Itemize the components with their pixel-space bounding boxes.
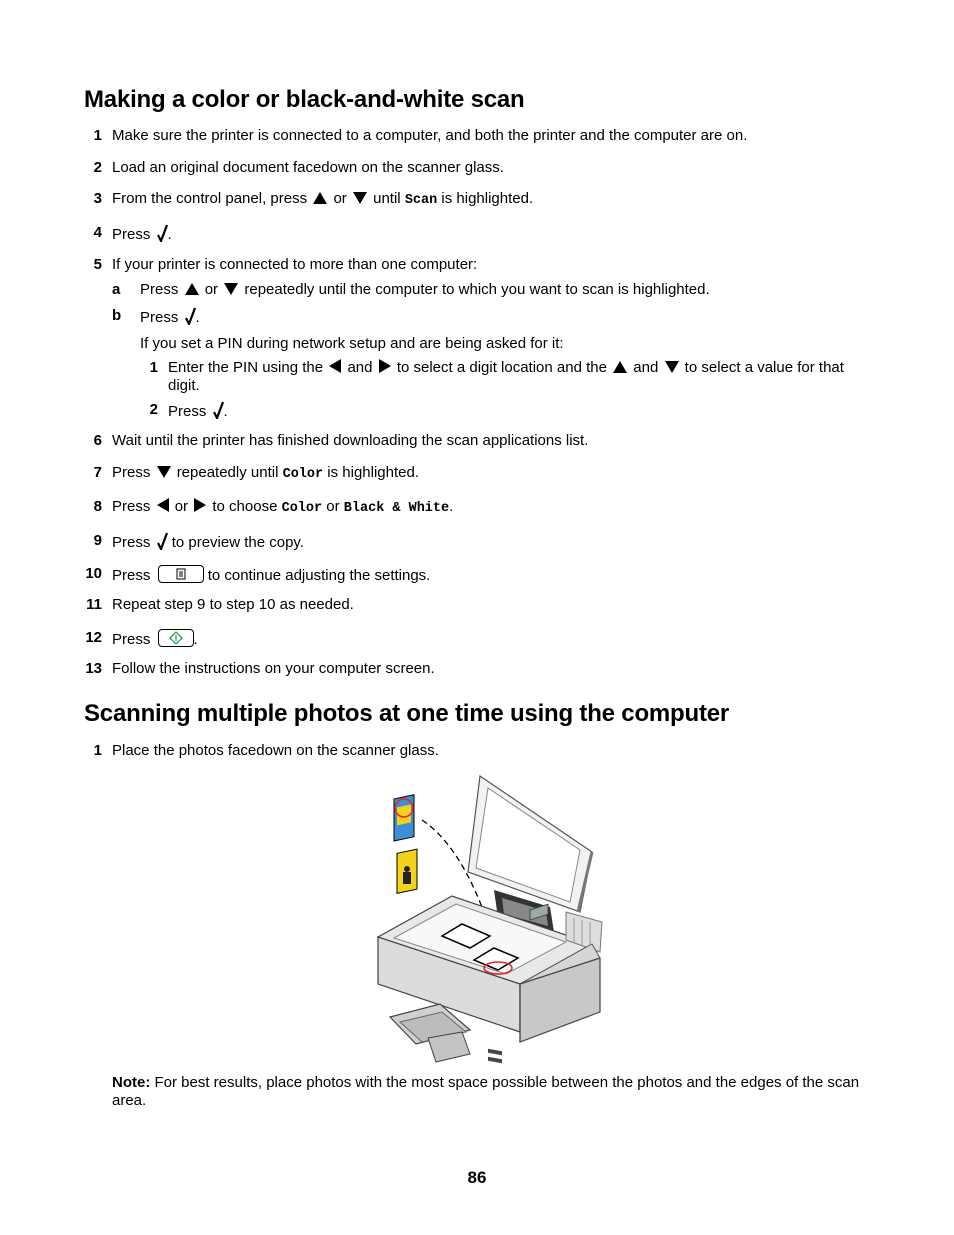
step-number: 11 — [86, 596, 102, 613]
text: . — [449, 498, 454, 515]
text: is highlighted. — [327, 464, 420, 481]
step-number: 4 — [93, 224, 102, 241]
text: to preview the copy. — [171, 534, 304, 551]
section-heading-multiple-photos: Scanning multiple photos at one time using the computer — [84, 700, 730, 727]
step-text — [112, 224, 172, 244]
text: Press — [112, 534, 151, 551]
text: until — [373, 190, 401, 207]
start-button-icon — [158, 629, 194, 647]
text: Press — [112, 464, 151, 481]
text: and — [347, 359, 373, 376]
arrow-up-icon — [313, 192, 327, 204]
arrow-left-icon — [329, 359, 341, 373]
arrow-right-icon — [194, 498, 206, 512]
pin-intro-text: If you set a PIN during network setup and are being asked for it: — [140, 335, 564, 352]
step-number: 9 — [93, 532, 102, 549]
text: or — [204, 281, 219, 298]
text: to select a value for that — [684, 359, 844, 376]
checkmark-icon — [185, 307, 196, 325]
step-text — [112, 190, 533, 210]
step-number: 8 — [93, 498, 102, 515]
menu-button-icon — [158, 565, 204, 583]
checkmark-icon — [213, 401, 224, 419]
section-heading-color-scan: Making a color or black-and-white scan — [84, 86, 525, 113]
page-number: 86 — [467, 1168, 487, 1187]
step-number: 13 — [85, 660, 102, 677]
text: Press — [168, 403, 207, 420]
step-text — [112, 532, 304, 552]
text: . — [167, 226, 172, 243]
arrow-left-icon — [157, 498, 169, 512]
step-text — [112, 464, 419, 484]
text: Press — [140, 281, 179, 298]
photo-thumbnails — [394, 795, 417, 894]
text: . — [223, 403, 228, 420]
arrow-up-icon — [185, 283, 199, 295]
text: or — [174, 498, 189, 515]
step-number: 1 — [93, 742, 102, 759]
text: . — [195, 309, 200, 326]
step-text: Load an original document facedown on the scanner glass. — [112, 159, 504, 176]
note-paragraph — [112, 1074, 872, 1110]
text: to continue adjusting the settings. — [207, 567, 431, 584]
step-number: 1 — [93, 127, 102, 144]
text: repeatedly until the computer to which you want to scan is highlighted. — [244, 281, 710, 298]
arrow-down-icon — [157, 466, 171, 478]
text: Press — [140, 309, 179, 326]
pin-step-text — [168, 359, 844, 377]
step-text — [112, 565, 430, 585]
note-label: Note: — [112, 1074, 151, 1091]
step-text — [112, 498, 453, 518]
arrow-down-icon — [224, 283, 238, 295]
checkmark-icon — [157, 532, 168, 550]
step-number: 10 — [85, 565, 102, 582]
arrow-up-icon — [613, 361, 627, 373]
substep-text — [140, 307, 200, 327]
step-number: 3 — [93, 190, 102, 207]
printer-scanner-illustration — [370, 772, 610, 1064]
step-text: Follow the instructions on your computer screen. — [112, 660, 435, 677]
substep-text — [140, 281, 710, 299]
menu-option-code: Color — [282, 467, 324, 482]
pin-step-number: 1 — [149, 359, 158, 376]
text: Press — [112, 631, 151, 648]
text: and — [633, 359, 659, 376]
text: or — [333, 190, 347, 207]
checkmark-icon — [157, 224, 168, 242]
pin-step-text — [168, 401, 228, 421]
pin-step-text-continued: digit. — [168, 377, 200, 394]
step-text: Repeat step 9 to step 10 as needed. — [112, 596, 354, 613]
step-number: 12 — [85, 629, 102, 646]
menu-option-code: Color — [281, 501, 323, 516]
text: . — [193, 631, 198, 648]
arrow-down-icon — [353, 192, 367, 204]
step-number: 6 — [93, 432, 102, 449]
step-text — [112, 629, 198, 649]
text: Press — [112, 567, 151, 584]
text: Press — [112, 226, 151, 243]
substep-letter: a — [112, 281, 121, 298]
menu-option-code: Black & White — [343, 501, 450, 516]
note-text: For best results, place photos with the most space possible between the photos and the edges of the scan area. — [112, 1074, 860, 1109]
step-number: 7 — [93, 464, 102, 481]
text: to choose — [212, 498, 278, 515]
step-text: Make sure the printer is connected to a computer, and both the printer and the computer are on. — [112, 127, 748, 144]
step-text: Wait until the printer has finished downloading the scan applications list. — [112, 432, 589, 449]
menu-option-code: Scan — [404, 193, 438, 208]
text: is highlighted. — [441, 190, 534, 207]
text: repeatedly until — [176, 464, 279, 481]
pin-step-number: 2 — [149, 401, 158, 418]
text: Press — [112, 498, 151, 515]
arrow-down-icon — [665, 361, 679, 373]
substep-letter: b — [112, 307, 122, 324]
arrow-right-icon — [379, 359, 391, 373]
step-text: If your printer is connected to more than one computer: — [112, 256, 478, 273]
text: to select a digit location and the — [396, 359, 607, 376]
step-text: Place the photos facedown on the scanner glass. — [112, 742, 439, 759]
text: or — [326, 498, 340, 515]
text: From the control panel, press — [112, 190, 308, 207]
text: Enter the PIN using the — [168, 359, 324, 376]
step-number: 2 — [93, 159, 102, 176]
step-number: 5 — [93, 256, 102, 273]
